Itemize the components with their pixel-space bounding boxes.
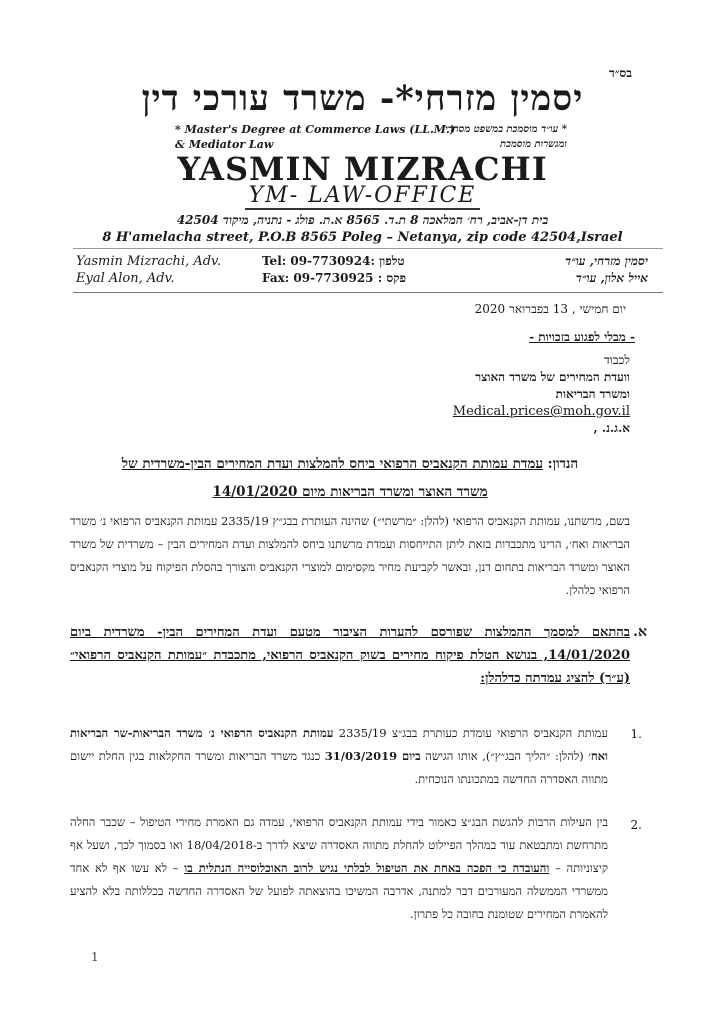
p2-text-a: בין העילות הרבות להגשת הבג״צ כאמור בידי עמותת הקנאביס הרפואי, עמדה גם האמרת מחירי הטיפול – שכבר החלה מתרחשת ומתבטאת עוד במהלך הפיילוט להחלת מתווה האסדרה שיצא לדרך ב-18/04/2018 ואו בסמוך לכך, ושעל אף קיצוניותה – <box>70 815 608 875</box>
to-label: לכבוד <box>603 353 630 367</box>
recipient-block <box>453 352 630 437</box>
header-divider <box>73 292 663 293</box>
p1-case-name: עמותת הקנאביס הרפואי נ׳ משרד הבריאות-שר הבריאות ואח׳ <box>70 726 608 763</box>
paragraph-1 <box>70 722 608 791</box>
degree-hebrew <box>445 122 567 152</box>
lawyers-hebrew <box>565 253 648 287</box>
recipient-email-link[interactable]: Medical.prices@moh.gov.il <box>452 404 630 419</box>
page-number: 1 <box>91 950 99 964</box>
without-prejudice-note: - מבלי לפגוע בזכויות - <box>529 330 635 344</box>
p2-emphasis: והעובדה כי הפכה באחת את הטיפול לבלתי נגיש לרוב האוכלוסייה הנתלית בו <box>184 861 550 875</box>
degree-english-line-2: & Mediator Law <box>175 138 274 151</box>
subject-line-2: משרד האוצר ומשרד הבריאות מיום 14/01/2020 <box>212 484 488 500</box>
intro-paragraph: בשם, מרשתנו, עמותת הקנאביס הרפואי (להלן: ״מרשתי״) שהינה העותרת בבג״ץ 2335/19 עמותת הקנאביס הרפואי נ׳ משרד הבריאות ואח׳, הרינו מתכבדות בזאת ליתן התייחסות ועמדת מרשתנו ביחס להמלצות ועדת המחירים הבין – משרדית של משרד האוצר ומשרד הבריאות בתחום דנן, ובאשר לקביעת מחיר מקסימום למוצרי הקנאביס והצורך בהסלת הפיקוח על מוצרי הקנאביס הרפואי כלהלן. <box>70 514 630 597</box>
telephone: Tel: 09-7730924: טלפון <box>262 254 405 268</box>
degree-english <box>175 122 455 152</box>
lawyer-english-2: Eyal Alon, Adv. <box>76 271 175 286</box>
degree-hebrew-line-1: * עו״ד מוסמכת במשפט מסחרי <box>445 124 567 135</box>
letter-date: יום חמישי , 13 בפברואר 2020 <box>474 302 626 316</box>
p1-filing-date: ביום 31/03/2019 <box>324 749 421 763</box>
lawyer-hebrew-2: אייל אלון, עו״ד <box>575 271 648 285</box>
degree-english-line-1: * Master's Degree at Commerce Laws (LL.M.) <box>175 123 455 136</box>
lawyer-hebrew-1: יסמין מזרחי, עו״ד <box>564 254 648 268</box>
greeting: א.ג.נ. , <box>593 421 630 435</box>
subject-heading <box>70 450 630 506</box>
p1-text-e: כנגד משרד הבריאות ומשרד החקלאות בגין החלת יישום מתווה האסדרה החדשה במתכונתו הנוכחית. <box>70 749 608 786</box>
bsd-mark: בס״ד <box>609 66 632 80</box>
p1-text-c: (להלן: ״הליך הבג״ץ״), אותו הגישה <box>420 749 589 763</box>
section-a-letter: א. <box>633 624 647 640</box>
degree-hebrew-line-2: ומגשרות מוסמכת <box>499 139 567 150</box>
recipient-line-1: וועדת המחירים של משרד האוצר <box>475 370 630 384</box>
subject-line-1: עמדת עמותת הקנאביס הרפואי ביחס להמלצות ועדת המחירים הבין-משרדית של <box>121 456 543 472</box>
p2-text-c: – לא עשו אף לא אחד ממשרדי הממשלה המעורבים דבר למתנה, אדרבה המשיכו בהוצאתה לפועל של האסדרה החדשה בכללותה בלא להציע להאמרת המחירים שטומנת בחובה כל פתרון. <box>70 861 608 921</box>
logo-wordmark-text: YM- LAW-OFFICE <box>245 183 481 210</box>
lawyer-english-1: Yasmin Mizrachi, Adv. <box>76 254 221 269</box>
address-hebrew: בית דן-אביב, רח׳ המלאכה 8 ת.ד. 8565 א.ת. פולג - נתניה, מיקוד 42504 <box>176 213 549 227</box>
contact-numbers <box>262 253 406 287</box>
recipient-line-2: ומשרד הבריאות <box>555 387 630 401</box>
paragraph-1-number: .1 <box>630 727 642 741</box>
p1-text-a: עמותת הקנאביס הרפואי עומדת כעותרת בבג״צ 2335/19 <box>333 726 609 740</box>
lawyers-english <box>76 253 221 287</box>
subject-label: הנדון: <box>547 456 579 472</box>
paragraph-2-number: .2 <box>630 818 642 832</box>
logo-wordmark <box>0 183 725 208</box>
contacts-divider <box>73 248 663 249</box>
firm-name-hebrew: יסמין מזרחי*- משרד עורכי דין <box>141 78 584 119</box>
address-english: 8 H'amelacha street, P.O.B 8565 Poleg – Netanya, zip code 42504,Israel <box>102 230 623 245</box>
paragraph-2 <box>70 811 608 926</box>
firm-name-english: YASMIN MIZRACHI <box>177 150 548 188</box>
section-a-heading: בהתאם למסמך ההמלצות שפורסם להערות הציבור מטעם ועדת המחירים הבין- משרדית ביום 14/01/2020, בנושא הטלת פיקוח מחירים בשוק הקנאביס הרפואי, מתכבדת ״עמותת הקנאביס הרפואי״ (ע״ר) להציג עמדתה כדלהלן: <box>70 625 630 686</box>
fax: Fax: 09-7730925 : פקס <box>262 271 407 285</box>
